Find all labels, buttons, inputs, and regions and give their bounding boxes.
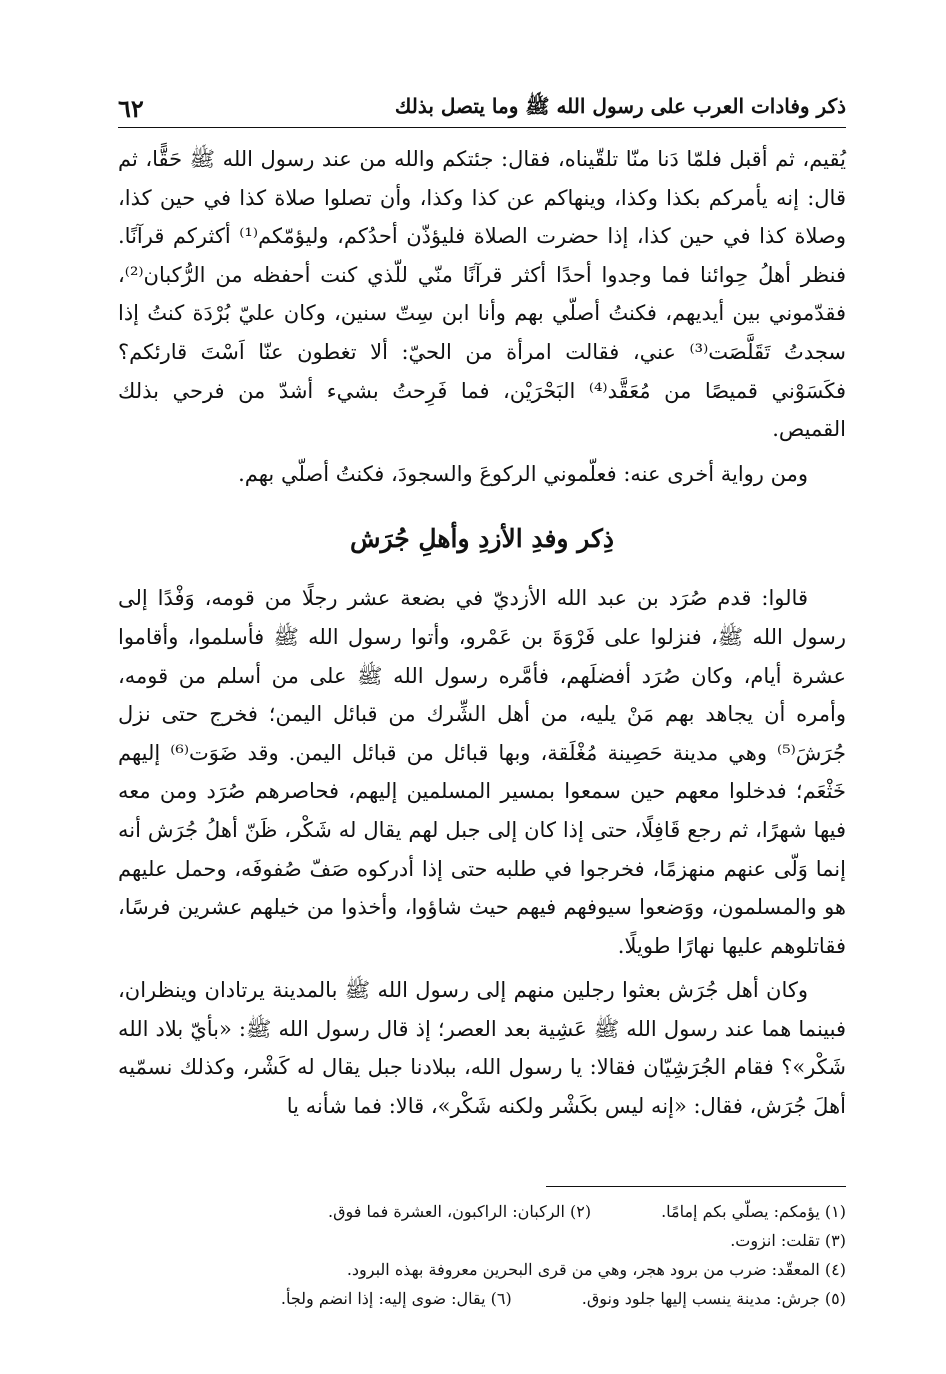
footnote-4: (٤) المعقّد: ضرب من برود هجر، وهي من قرى البحرين معروفة بهذه البرود. bbox=[346, 1260, 846, 1279]
footnotes bbox=[118, 1186, 846, 1313]
footnote-2: (٢) الركبان: الراكبون، العشرة فما فوق. bbox=[328, 1202, 592, 1221]
footnote-3: (٣) تقلت: انزوت. bbox=[730, 1231, 846, 1250]
footnote-line bbox=[118, 1255, 846, 1284]
footnote-1: (١) يؤمكم: يصلّي بكم إمامًا. bbox=[661, 1202, 846, 1221]
paragraph: يُقيم، ثم أقبل فلمّا دَنا منّا تلقّيناه، فقال: جئتكم والله من عند رسول الله ﷺ حَقًّا، ثم قال: إنه يأمركم بكذا وكذا، وينهاكم عن كذا وكذا، وأن تصلوا صلاة كذا في حين كذا، وصلاة كذا في حين كذا، إذا حضرت الصلاة فليؤذّن أحدُكم، وليؤمّكم⁽¹⁾ أكثركم قرآنًا. فنظر أهلُ حِوائنا فما وجدوا أحدًا أكثر قرآنًا منّي للّذي كنت أحفظه من الرُّكبان⁽²⁾، فقدّموني بين أيديهم، فكنتُ أصلّي بهم وأنا ابن سِتّ سنين، وكان عليّ بُرْدَة كنتُ إذا سجدتُ تَقَلَّصَت⁽³⁾ عني، فقالت امرأة من الحيّ: ألا تغطون عنّا اَسْتَ قارئكم؟ فكَسَوْني قميصًا من مُعَقَّد⁽⁴⁾ البَحْرَيْن، فما فَرِحتُ بشيء أشدّ من فرحي بذلك القميص. bbox=[118, 147, 847, 442]
running-title: ذكر وفادات العرب على رسول الله ﷺ وما يتصل بذلك bbox=[394, 94, 846, 118]
footnote-5: (٥) جرش: مدينة ينسب إليها جلود ونوق. bbox=[581, 1289, 846, 1308]
footnote-separator bbox=[546, 1186, 846, 1187]
page-number: ٦٢ bbox=[118, 94, 144, 123]
paragraph: وكان أهل جُرَش بعثوا رجلين منهم إلى رسول الله ﷺ بالمدينة يرتادان وينظران، فبينما هما عند رسول الله ﷺ عَشِية بعد العصر؛ إذ قال رسول الله ﷺ: «بأيّ بلاد الله شَكْر»؟ فقام الجُرَشِيّان فقالا: يا رسول الله، ببلادنا جبل يقال له كَشْر، وكذلك نسمّيه أهلَ جُرَش، فقال: «إنه ليس بكَشْر ولكنه شَكْر»، قالا: فما شأنه يا bbox=[118, 978, 846, 1119]
footnote-line bbox=[118, 1226, 846, 1255]
footnote-6: (٦) يقال: ضوى إليه: إذا انضم ولجأ. bbox=[280, 1289, 512, 1308]
footnote-line bbox=[118, 1197, 846, 1226]
paragraph: ومن رواية أخرى عنه: فعلّموني الركوعَ والسجودَ، فكنتُ أصلّي بهم. bbox=[238, 461, 808, 486]
section-heading: ذِكر وفدِ الأزدِ وأهلِ جُرَش bbox=[349, 524, 615, 554]
paragraph: قالوا: قدم صُرَد بن عبد الله الأزديّ في بضعة عشر رجلًا من قومه، وَفْدًا إلى رسول الله ﷺ، فنزلوا على فَرْوَةَ بن عَمْرو، وأتوا رسول الله ﷺ فأسلموا، وأقاموا عشرة أيام، وكان صُرَد أفضلَهم، فأمَّره رسول الله ﷺ على من أسلم من قومه، وأمره أن يجاهد بهم مَنْ يليه، من أهل الشِّرك من قبائل اليمن؛ فخرج حتى نزل جُرَشَ⁽⁵⁾ وهي مدينة حَصِينة مُغْلَقة، وبها قبائل من قبائل اليمن. وقد ضَوَت⁽⁶⁾ إليهم خَثْعَم؛ فدخلوا معهم حين سمعوا بمسير المسلمين إليهم، فحاصرهم صُرَد ومن معه فيها شهرًا، ثم رجع قَافِلًا، حتى إذا كان إلى جبل لهم يقال له شَكْر، ظَنّ أهلُ جُرَش أنه إنما وَلّى عنهم منهزمًا، فخرجوا في طلبه حتى إذا أدركوه صَفّ صُفوفَه، وحمل عليهم هو والمسلمون، ووَضعوا سيوفهم فيهم حيث شاؤوا، وأخذوا من خيلهم عشرين فرسًا، فقاتلوهم عليها نهارًا طويلًا. bbox=[118, 586, 846, 958]
main-text bbox=[118, 140, 846, 1126]
footnote-line bbox=[118, 1284, 846, 1313]
running-header bbox=[118, 88, 846, 128]
